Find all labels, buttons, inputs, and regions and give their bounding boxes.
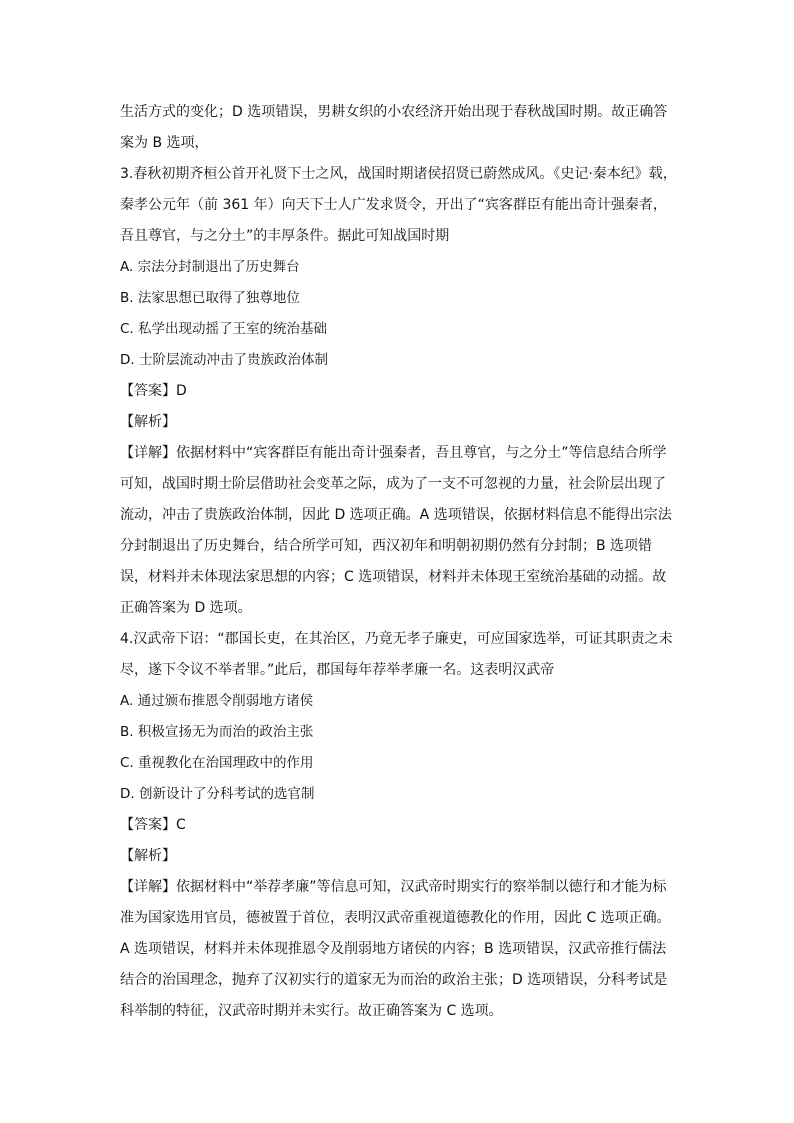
q2-explanation-tail: 生活方式的变化；D 选项错误，男耕女织的小农经济开始出现于春秋战国时期。故正确答案为 B 选项， xyxy=(120,104,668,151)
q4-analysis: 【详解】依据材料中“举荐孝廉”等信息可知，汉武帝时期实行的察举制以德行和才能为标准为国家选用官员，德被置于首位，表明汉武帝重视道德教化的作用，因此 C 选项正确。A 选项错误，材料并未体现推恩令及削弱地方诸侯的内容；B 选项错误，汉武帝推行儒法结合的治国理念，抛弃了汉初实行的道家无为而治的政治主张；D 选项错误，分科考试是科举制的特征，汉武帝时期并未实行。故正确答案为 C 选项。 xyxy=(120,879,671,1019)
q4-option-c: C. 重视教化在治国理政中的作用 xyxy=(120,755,314,771)
q4-option-d: D. 创新设计了分科考试的选官制 xyxy=(120,786,315,802)
document-page xyxy=(120,97,678,1027)
q3-analysis: 【详解】依据材料中“宾客群臣有能出奇计强秦者，吾且尊官，与之分土”等信息结合所学可知，战国时期士阶层借助社会变革之际，成为了一支不可忽视的力量，社会阶层出现了流动，冲击了贵族政治体制，因此 D 选项正确。A 选项错误，依据材料信息不能得出宗法分封制退出了历史舞台，结合所学可知，西汉初年和明朝初期仍然有分封制；B 选项错误，材料并未体现法家思想的内容；C 选项错误，材料并未体现王室统治基础的动摇。故正确答案为 D 选项。 xyxy=(120,445,672,616)
q4-answer: 【答案】C xyxy=(120,817,186,833)
q4-option-b: B. 积极宣扬无为而治的政治主张 xyxy=(120,724,314,740)
q4-option-a: A. 通过颁布推恩令削弱地方诸侯 xyxy=(120,693,314,709)
q4-analysis-heading: 【解析】 xyxy=(120,848,176,864)
q4-stem: 4.汉武帝下诏：“郡国长吏，在其治区，乃竟无孝子廉吏，可应国家选举，可证其职责之未尽，遂下令议不举者罪。”此后，郡国每年荐举孝廉一名。这表明汉武帝 xyxy=(120,631,673,678)
q3-option-c: C. 私学出现动摇了王室的统治基础 xyxy=(120,321,328,337)
q3-answer: 【答案】D xyxy=(120,383,187,399)
q3-option-a: A. 宗法分封制退出了历史舞台 xyxy=(120,259,300,275)
q3-option-d: D. 士阶层流动冲击了贵族政治体制 xyxy=(120,352,328,368)
q3-analysis-heading: 【解析】 xyxy=(120,414,176,430)
q3-stem: 3.春秋初期齐桓公首开礼贤下士之风，战国时期诸侯招贤已蔚然成风。《史记·秦本纪》载，秦孝公元年（前 361 年）向天下士人广发求贤令，开出了“宾客群臣有能出奇计强秦者，吾且尊官，与之分土”的丰厚条件。据此可知战国时期 xyxy=(120,166,677,244)
q3-option-b: B. 法家思想已取得了独尊地位 xyxy=(120,290,300,306)
